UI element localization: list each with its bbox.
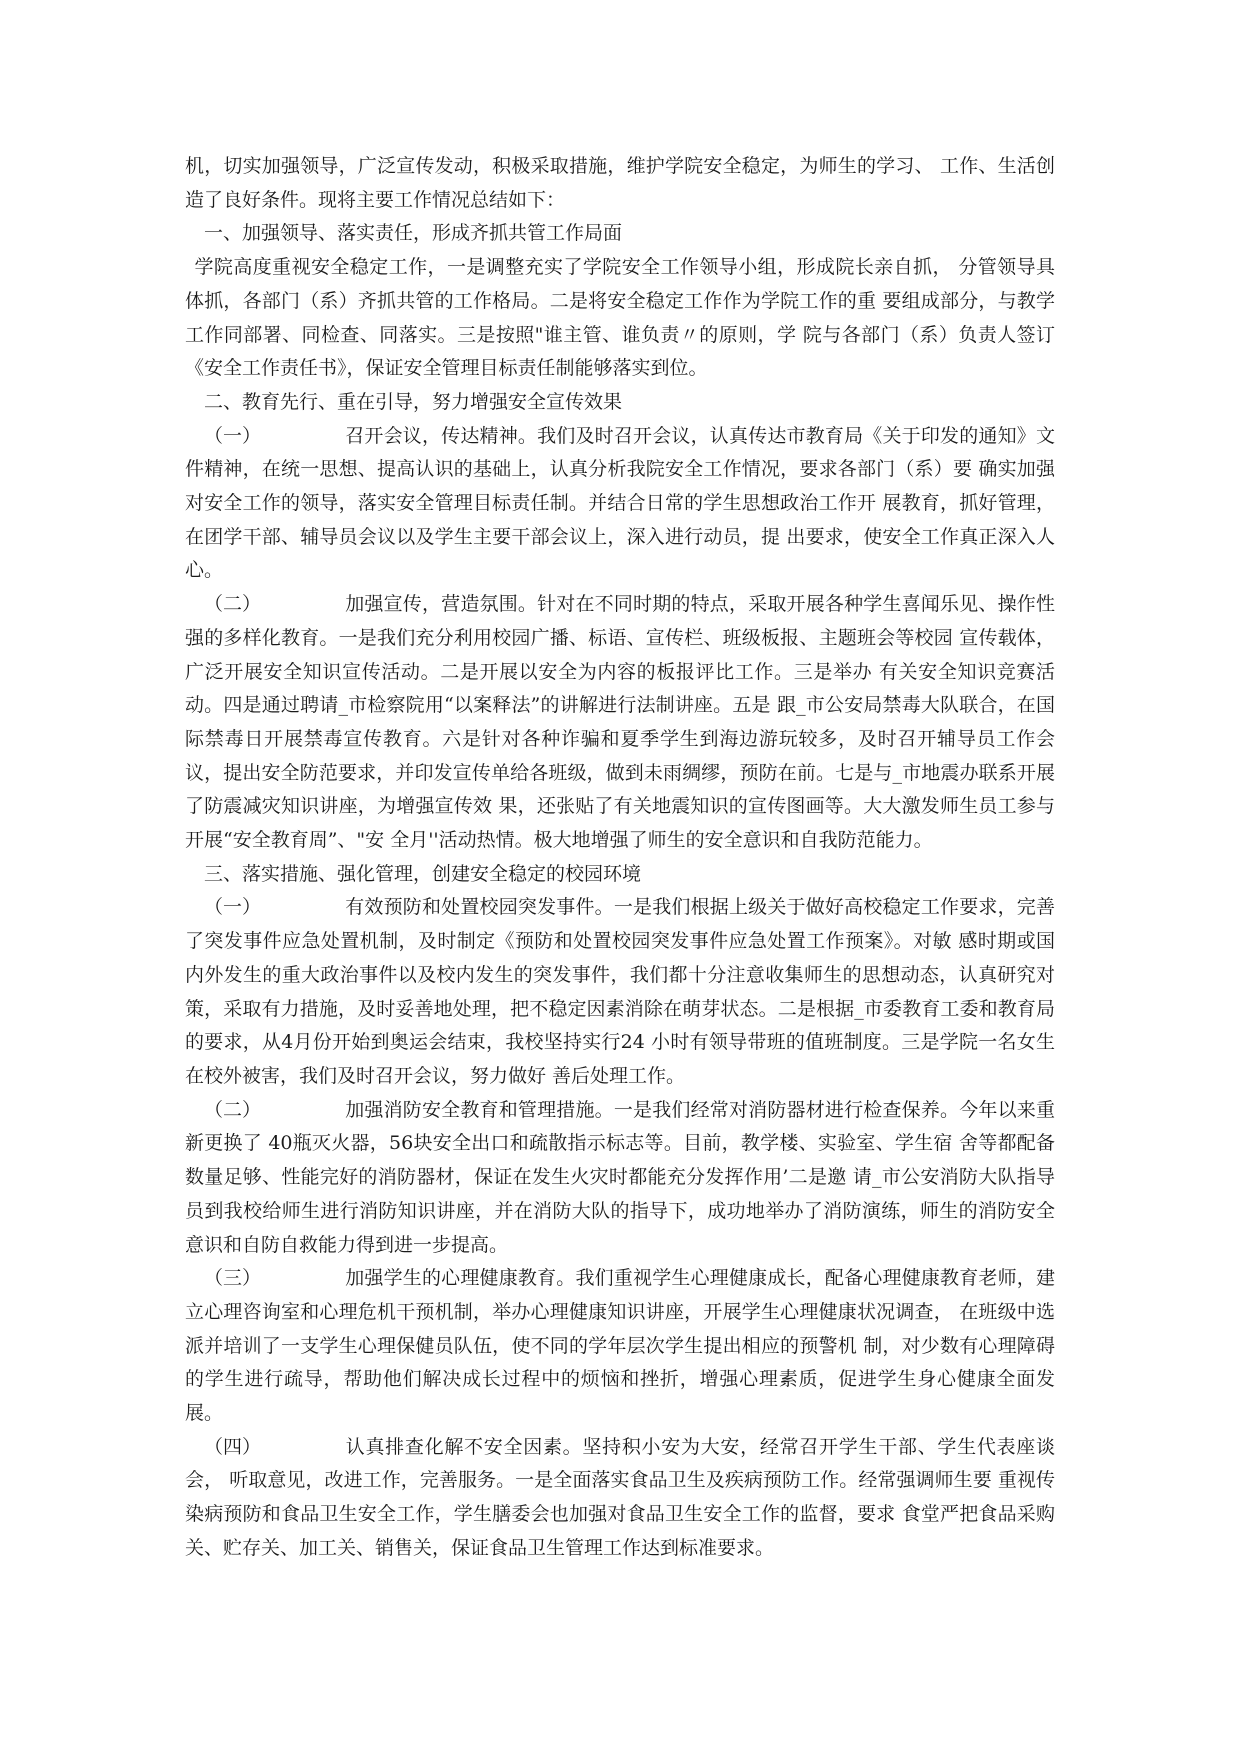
paragraph-section1-body: 学院高度重视安全稳定工作，一是调整充实了学院安全工作领导小组，形成院长亲自抓， 分管领导具体抓，各部门（系）齐抓共管的工作格局。二是将安全稳定工作作为学院工作的重 要组成部分，与教学工作同部署、同检查、同落实。三是按照"谁主管、谁负责〃的原则，学 院与各部门（系）负责人签订《安全工作责任书》，保证安全管理目标责任制能够落实到位。: [185, 256, 1055, 380]
item-number: （一）: [204, 424, 262, 447]
paragraph-intro: 机，切实加强领导，广泛宣传发动，积极采取措施，维护学院安全稳定，为师生的学习、 工作、生活创造了良好条件。现将主要工作情况总结如下：: [185, 155, 1055, 211]
paragraph-section2-item1: [185, 420, 1055, 589]
item-number: （四）: [204, 1435, 262, 1458]
section-heading-2: 二、教育先行、重在引导，努力增强安全宣传效果: [204, 390, 623, 413]
item-number: （二）: [204, 593, 262, 616]
item-text: 有效预防和处置校园突发事件。一是我们根据上级关于做好高校稳定工作要求，完善 了突发事件应急处置机制，及时制定《预防和处置校园突发事件应急处置工作预案》。对敏 感时期或国内外发生的重大政治事件以及校内发生的突发事件，我们都十分注意收集师生的思想动态，认真研究对策，采取有力措施，及时妥善地处理，把不稳定因素消除在萌芽状态。二是根据_市委教育工委和教育局的要求，从4月份开始到奥运会结束，我校坚持实行24 小时有领导带班的值班制度。三是学院一名女生在校外被害，我们及时召开会议，努力做好 善后处理工作。: [185, 896, 1055, 1087]
paragraph-section3-item3: [185, 1262, 1055, 1431]
paragraph-section2-item2: [185, 588, 1055, 858]
paragraph-section3-item2: [185, 1094, 1055, 1263]
item-text: 加强宣传，营造氛围。针对在不同时期的特点，采取开展各种学生喜闻乐见、操作性 强的多样化教育。一是我们充分利用校园广播、标语、宣传栏、班级板报、主题班会等校园 宣传载体，广泛开展安全知识宣传活动。二是开展以安全为内容的板报评比工作。三是举办 有关安全知识竞赛活动。四是通过聘请_市检察院用“以案释法”的讲解进行法制讲座。五是 跟_市公安局禁毒大队联合，在国际禁毒日开展禁毒宣传教育。六是针对各种诈骗和夏季学生到海边游玩较多，及时召开辅导员工作会议，提出安全防范要求，并印发宣传单给各班级，做到未雨绸缪，预防在前。七是与_市地震办联系开展了防震减灾知识讲座，为增强宣传效 果，还张贴了有关地震知识的宣传图画等。大大激发师生员工参与开展“安全教育周”、"安 全月''活动热情。极大地增强了师生的安全意识和自我防范能力。: [185, 593, 1055, 852]
item-text: 召开会议，传达精神。我们及时召开会议，认真传达市教育局《关于印发的通知》文 件精神，在统一思想、提高认识的基础上，认真分析我院安全工作情况，要求各部门（系）要 确实加强对安全工作的领导，落实安全管理目标责任制。并结合日常的学生思想政治工作开 展教育，抓好管理，在团学干部、辅导员会议以及学生主要干部会议上，深入进行动员，提 出要求，使安全工作真正深入人心。: [185, 424, 1055, 582]
paragraph-section3-item4: [185, 1431, 1055, 1566]
document-page: [185, 150, 1055, 1566]
item-text: 加强学生的心理健康教育。我们重视学生心理健康成长，配备心理健康教育老师，建 立心理咨询室和心理危机干预机制，举办心理健康知识讲座，开展学生心理健康状况调查， 在班级中选派并培训了一支学生心理保健员队伍，使不同的学年层次学生提出相应的预警机 制，对少数有心理障碍的学生进行疏导，帮助他们解决成长过程中的烦恼和挫折，增强心理素质，促进学生身心健康全面发展。: [185, 1267, 1055, 1425]
section-heading-3: 三、落实措施、强化管理，创建安全稳定的校园环境: [204, 862, 642, 885]
item-number: （一）: [204, 896, 262, 919]
item-number: （三）: [204, 1267, 262, 1290]
section-heading-1: 一、加强领导、落实责任，形成齐抓共管工作局面: [204, 222, 623, 245]
item-number: （二）: [204, 1098, 262, 1121]
paragraph-section3-item1: [185, 891, 1055, 1093]
item-text: 加强消防安全教育和管理措施。一是我们经常对消防器材进行检查保养。今年以来重 新更换了 40瓶灭火器，56块安全出口和疏散指示标志等。目前，教学楼、实验室、学生宿 舍等都配备数量足够、性能完好的消防器材，保证在发生火灾时都能充分发挥作用’二是邀 请_市公安消防大队指导员到我校给师生进行消防知识讲座，并在消防大队的指导下，成功地举办了消防演练，师生的消防安全意识和自防自救能力得到进一步提高。: [185, 1098, 1055, 1256]
item-text: 认真排查化解不安全因素。坚持积小安为大安，经常召开学生干部、学生代表座谈会， 听取意见，改进工作，完善服务。一是全面落实食品卫生及疾病预防工作。经常强调师生要 重视传染病预防和食品卫生安全工作，学生膳委会也加强对食品卫生安全工作的监督，要求 食堂严把食品采购关、贮存关、加工关、销售关，保证食品卫生管理工作达到标准要求。: [185, 1435, 1055, 1559]
